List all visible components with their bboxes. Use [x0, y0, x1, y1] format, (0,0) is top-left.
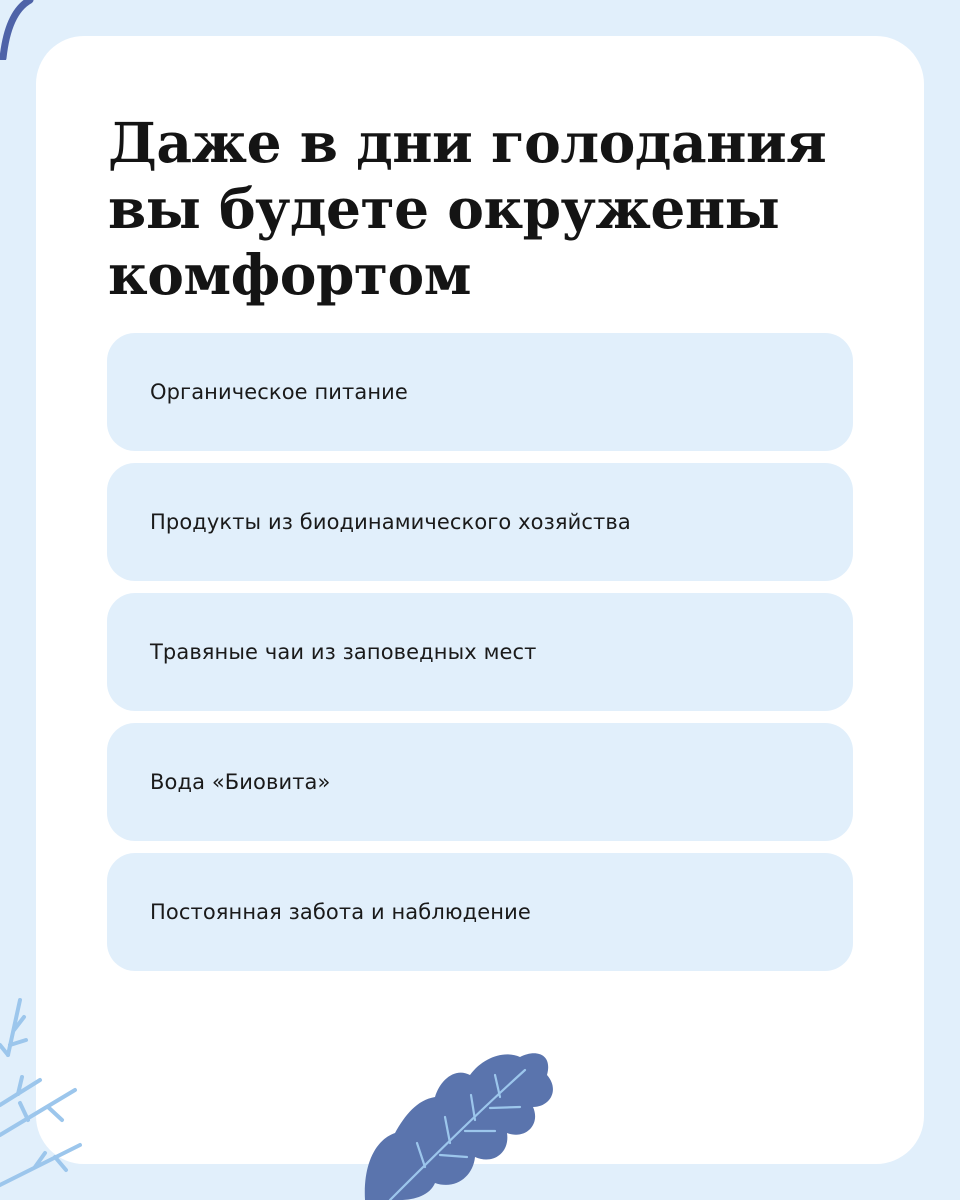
- title-line-2: вы будете окружены: [108, 176, 780, 241]
- corner-arc-decoration: [0, 0, 40, 60]
- feature-item-water: [107, 723, 853, 841]
- leaf-decoration-icon: [355, 1045, 565, 1200]
- title-line-1: Даже в дни голодания: [108, 110, 827, 175]
- feature-label: Органическое питание: [150, 380, 408, 404]
- feature-label: Продукты из биодинамического хозяйства: [150, 510, 631, 534]
- page-title: [108, 110, 868, 308]
- feature-item-herbal-teas: [107, 593, 853, 711]
- title-line-3: комфортом: [108, 242, 471, 307]
- feature-list: [107, 333, 853, 983]
- feature-item-care: [107, 853, 853, 971]
- feature-item-organic-food: [107, 333, 853, 451]
- feature-label: Вода «Биовита»: [150, 770, 331, 794]
- feature-label: Травяные чаи из заповедных мест: [150, 640, 537, 664]
- feature-label: Постоянная забота и наблюдение: [150, 900, 531, 924]
- twig-decoration-icon: [0, 985, 100, 1200]
- feature-item-biodynamic-products: [107, 463, 853, 581]
